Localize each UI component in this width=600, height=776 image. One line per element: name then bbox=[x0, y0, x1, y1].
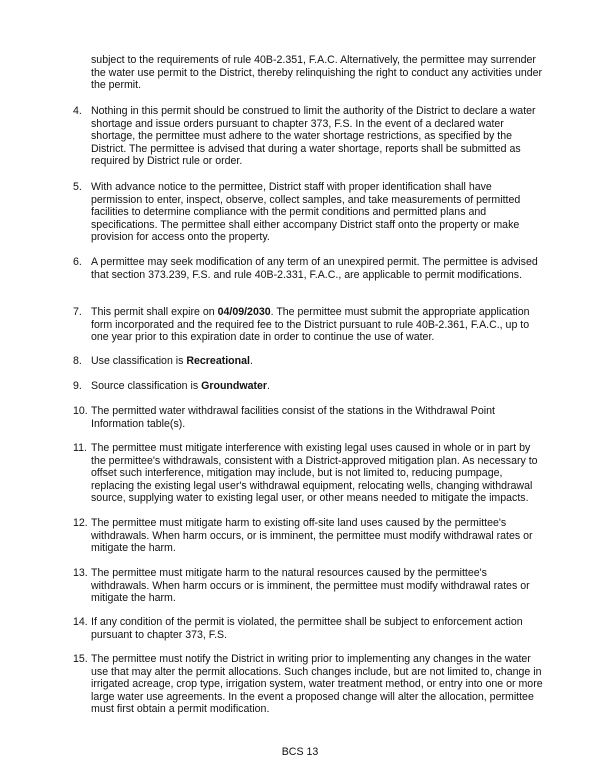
condition-7 bbox=[73, 306, 545, 344]
condition-text: The permitted water withdrawal facilities consist of the stations in the Withdrawal Point Information table(s). bbox=[91, 405, 495, 430]
condition-number: 10. bbox=[73, 405, 88, 417]
condition-14 bbox=[73, 616, 545, 641]
condition-number: 15. bbox=[73, 653, 88, 665]
condition-text: The permittee must mitigate harm to existing off-site land uses caused by the permittee's withdrawals. When harm occurs, or is imminent, the permittee must modify withdrawal rates or mitigate the harm. bbox=[91, 517, 533, 555]
condition-text: Nothing in this permit should be construed to limit the authority of the District to declare a water shortage and issue orders pursuant to chapter 373, F.S. In the event of a declared water shortage, the permittee must adhere to the water shortage restrictions, as specified by the District. The permittee is advised that during a water shortage, reports shall be submitted as required by District rule or order. bbox=[91, 105, 536, 168]
condition-number: 8. bbox=[73, 355, 82, 367]
condition-number: 14. bbox=[73, 616, 88, 628]
condition-8 bbox=[73, 355, 545, 368]
intro-paragraph: subject to the requirements of rule 40B-2.351, F.A.C. Alternatively, the permittee may surrender the water use permit to the District, thereby relinquishing the right to conduct any activities under the permit. bbox=[91, 54, 543, 92]
condition-number: 7. bbox=[73, 306, 82, 318]
condition-11 bbox=[73, 442, 545, 505]
condition-12 bbox=[73, 517, 545, 555]
condition-10 bbox=[73, 405, 545, 430]
condition-text: The permittee must mitigate interference with existing legal uses caused in whole or in part by the permittee's withdrawals, consistent with a District-approved mitigation plan. As necessary to offset such interference, mitigation may include, but is not limited to, reducing pumpage, replacing the existing legal user's withdrawal equipment, relocating wells, changing withdrawal source, supplying water to existing legal user, or other means needed to mitigate the impacts. bbox=[91, 442, 538, 505]
condition-number: 6. bbox=[73, 256, 82, 268]
condition-13 bbox=[73, 567, 545, 605]
condition-number: 5. bbox=[73, 181, 82, 193]
condition-text: The permittee must notify the District in writing prior to implementing any changes in the water use that may alter the permit allocations. Such changes include, but are not limited to, change in irrigated acreage, crop type, irrigation system, water treatment method, or entry into one or more large water use agreements. In the event a proposed change will alter the allocation, permittee must first obtain a permit modification. bbox=[91, 653, 543, 716]
condition-15 bbox=[73, 653, 545, 716]
condition-text: This permit shall expire on 04/09/2030. The permittee must submit the appropriate application form incorporated and the required fee to the District pursuant to rule 40B-2.361, F.A.C., up to one year prior to this expiration date in order to continue the use of water. bbox=[91, 306, 530, 344]
condition-number: 13. bbox=[73, 567, 88, 579]
condition-6 bbox=[73, 256, 545, 281]
condition-number: 11. bbox=[73, 442, 87, 454]
condition-text: If any condition of the permit is violated, the permittee shall be subject to enforcement action pursuant to chapter 373, F.S. bbox=[91, 616, 523, 641]
condition-text: With advance notice to the permittee, District staff with proper identification shall have permission to enter, inspect, observe, collect samples, and take measurements of permitted facilities to determine compliance with the permit conditions and permitted plans and specifications. The permittee shall either accompany District staff onto the property or make provision for access onto the property. bbox=[91, 181, 521, 244]
condition-text: Use classification is Recreational. bbox=[91, 355, 253, 367]
use-classification-value: Recreational bbox=[186, 355, 250, 367]
condition-number: 12. bbox=[73, 517, 88, 529]
condition-text: The permittee must mitigate harm to the natural resources caused by the permittee's withdrawals. When harm occurs or is imminent, the permittee must modify withdrawal rates or mitigate the harm. bbox=[91, 567, 530, 605]
source-classification-value: Groundwater bbox=[201, 380, 268, 392]
condition-text: A permittee may seek modification of any term of an unexpired permit. The permittee is advised that section 373.239, F.S. and rule 40B-2.331, F.A.C., are applicable to permit modifications. bbox=[91, 256, 538, 281]
expiration-date: 04/09/2030 bbox=[217, 306, 271, 318]
condition-4 bbox=[73, 105, 545, 168]
condition-5 bbox=[73, 181, 545, 244]
condition-number: 4. bbox=[73, 105, 82, 117]
page-footer: BCS 13 bbox=[281, 746, 319, 758]
condition-number: 9. bbox=[73, 380, 82, 392]
condition-text: Source classification is Groundwater. bbox=[91, 380, 270, 392]
condition-9 bbox=[73, 380, 545, 393]
